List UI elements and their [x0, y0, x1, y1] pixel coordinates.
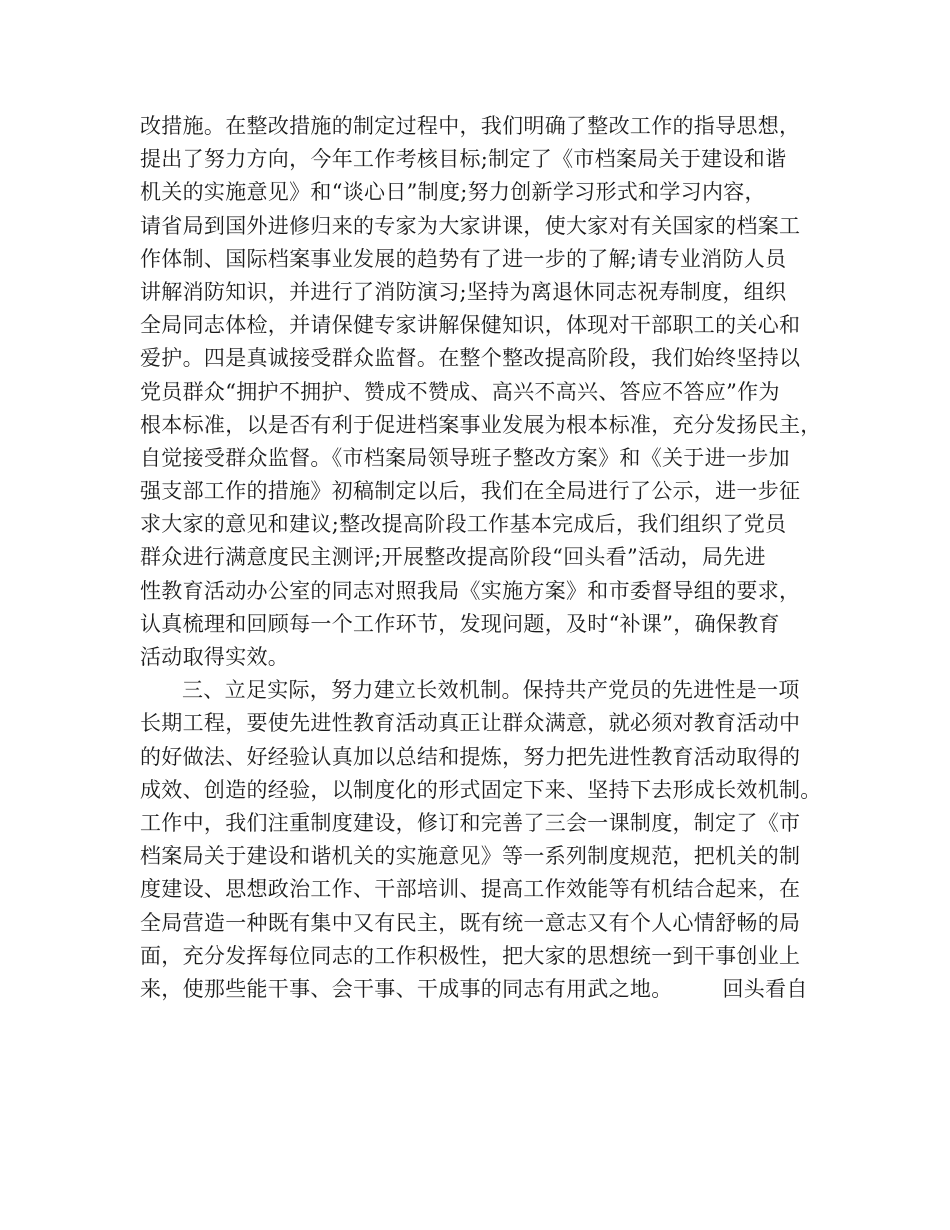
- text-line: 的好做法、好经验认真加以总结和提炼，努力把先进性教育活动取得的: [140, 744, 801, 769]
- text-line: 成效、创造的经验，以制度化的形式固定下来、坚持下去形成长效机制。: [140, 777, 822, 802]
- paragraph-2: [140, 674, 830, 1006]
- text-line: 强支部工作的措施》初稿制定以后，我们在全局进行了公示，进一步征: [140, 479, 801, 504]
- text-line: 全局同志体检，并请保健专家讲解保健知识，体现对干部职工的关心和: [140, 313, 801, 338]
- text-line: 爱护。四是真诚接受群众监督。在整个整改提高阶段，我们始终坚持以: [140, 346, 801, 371]
- paragraph-1: [140, 110, 830, 674]
- text-line: 性教育活动办公室的同志对照我局《实施方案》和市委督导组的要求，: [140, 578, 801, 603]
- text-line: 请省局到国外进修归来的专家为大家讲课，使大家对有关国家的档案工: [140, 213, 801, 238]
- text-line: 机关的实施意见》和“谈心日”制度;努力创新学习形式和学习内容，: [140, 180, 766, 205]
- text-line: 三、立足实际，努力建立长效机制。保持共产党员的先进性是一项: [182, 678, 800, 703]
- text-line: 活动取得实效。: [140, 645, 290, 669]
- text-line: 作体制、国际档案事业发展的趋势有了进一步的了解;请专业消防人员: [140, 246, 787, 271]
- text-line: 根本标准，以是否有利于促进档案事业发展为根本标准，充分发扬民主，: [140, 412, 822, 437]
- text-line: 认真梳理和回顾每一个工作环节，发现问题，及时“补课”，确保教育: [140, 611, 780, 636]
- text-line: 党员群众“拥护不拥护、赞成不赞成、高兴不高兴、答应不答应”作为: [140, 379, 780, 404]
- text-line: 求大家的意见和建议;整改提高阶段工作基本完成后，我们组织了党员: [140, 512, 787, 537]
- document-body: [140, 110, 830, 1006]
- text-line: 长期工程，要使先进性教育活动真正让群众满意，就必须对教育活动中: [140, 711, 801, 736]
- text-line: 群众进行满意度民主测评;开展整改提高阶段“回头看”活动，局先进: [140, 545, 766, 570]
- text-line: 改措施。在整改措施的制定过程中，我们明确了整改工作的指导思想，: [140, 114, 801, 138]
- text-line: 面，充分发挥每位同志的工作积极性，把大家的思想统一到干事创业上: [140, 943, 801, 968]
- text-line: 自觉接受群众监督。《市档案局领导班子整改方案》和《关于进一步加: [140, 445, 790, 470]
- text-line: 档案局关于建设和谐机关的实施意见》等一系列制度规范，把机关的制: [140, 844, 801, 869]
- text-line: 度建设、思想政治工作、干部培训、提高工作效能等有机结合起来，在: [140, 877, 801, 902]
- text-line: 讲解消防知识，并进行了消防演习;坚持为离退休同志祝寿制度，组织: [140, 279, 787, 304]
- text-line: 工作中，我们注重制度建设，修订和完善了三会一课制度，制定了《市: [140, 810, 801, 835]
- text-line: 提出了努力方向，今年工作考核目标;制定了《市档案局关于建设和谐: [140, 147, 787, 172]
- text-line: [140, 973, 830, 1006]
- text-line: 全局营造一种既有集中又有民主，既有统一意志又有个人心情舒畅的局: [140, 910, 801, 935]
- text-line-main: 来，使那些能干事、会干事、干成事的同志有用武之地。: [140, 976, 673, 1001]
- text-line-tail: 回头看自: [722, 976, 808, 1001]
